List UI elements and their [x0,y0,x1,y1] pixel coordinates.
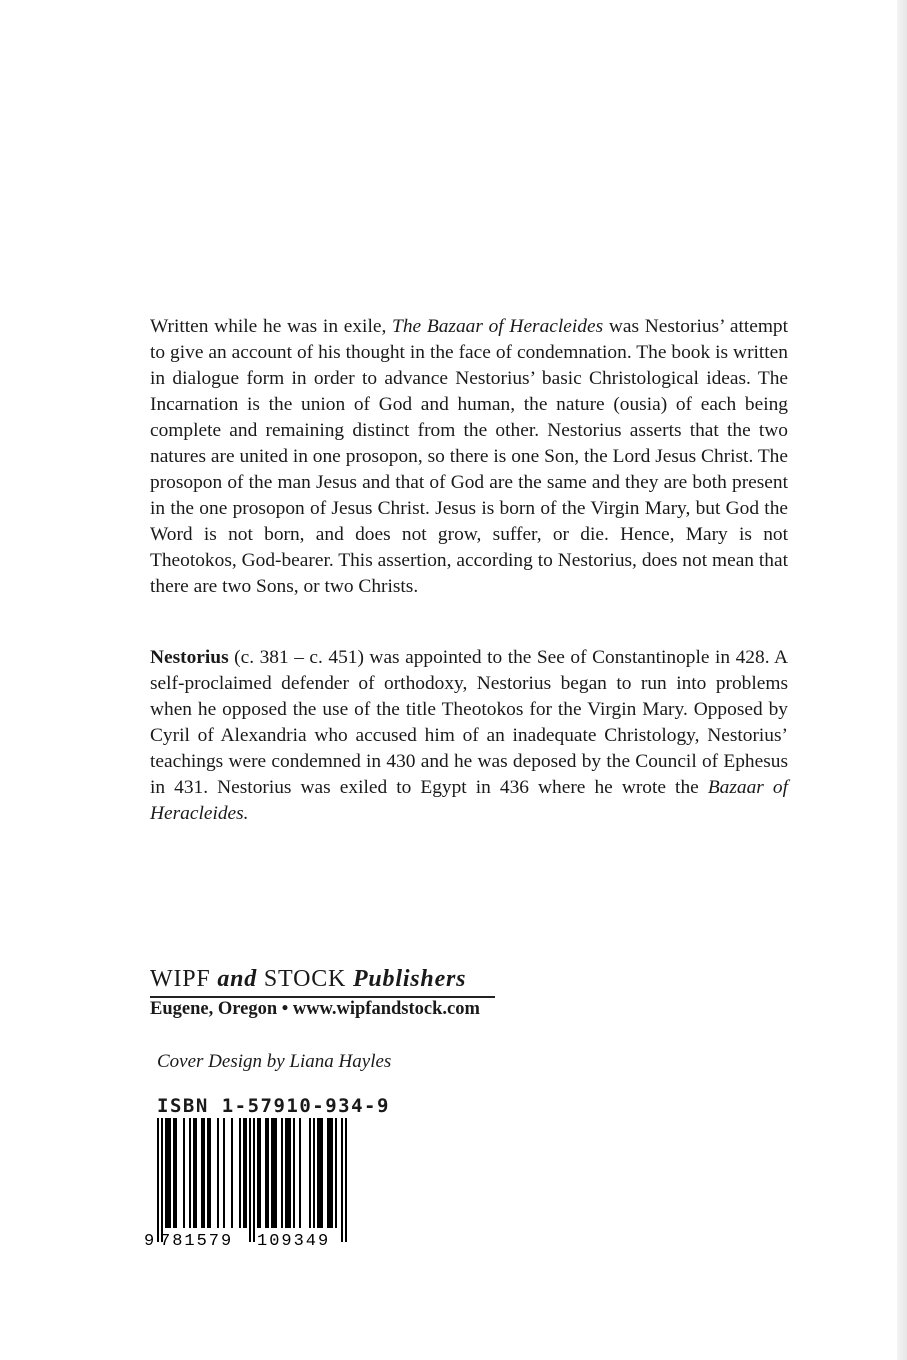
cover-design-credit: Cover Design by Liana Hayles [157,1051,392,1072]
barcode-bar [259,1118,261,1228]
barcode-bar [275,1118,277,1228]
barcode-bar [319,1118,321,1228]
book-description [150,314,788,600]
barcode-bar [217,1118,219,1228]
barcode-bars [157,1118,347,1242]
barcode-bar [245,1118,247,1228]
barcode-bar [167,1118,169,1228]
isbn-label: ISBN 1-57910-934-9 [157,1095,390,1117]
barcode-bar [243,1118,245,1228]
barcode-bar [327,1118,329,1228]
barcode-bar [329,1118,331,1228]
barcode-bar [287,1118,289,1228]
barcode-bar [299,1118,301,1228]
blurb-body: was Nestorius’ attempt to give an account of his thought in the face of condemnation. The book is written in dialogue form in order to advance Nestorius’ basic Christological ideas. The Incarnation is the union of God and human, the nature (ousia) of each being complete and remaining distinct from the other. Nestorius asserts that the two natures are united in one prosopon, so there is one Son, the Lord Jesus Christ. The prosopon of the man Jesus and that of God are the same and they are both present in the one prosopon of Jesus Christ. Jesus is born of the Virgin Mary, but God the Word is not born, and does not grow, suffer, or die. Hence, Mary is not Theotokos, God-bearer. This assertion, according to Nestorius, does not mean that there are two Sons, or two Christs. [150,316,788,597]
barcode-bar [157,1118,159,1242]
blurb-book-title: The Bazaar of Heracleides [392,316,604,337]
barcode-bar [207,1118,209,1228]
barcode-bar [313,1118,315,1228]
barcode-bar [321,1118,323,1228]
page-edge-shadow [897,0,907,1360]
barcode-bar [293,1118,295,1228]
barcode-bar [281,1118,283,1228]
barcode-bar [253,1118,255,1242]
barcode-bar [289,1118,291,1228]
bio-body: (c. 381 – c. 451) was appointed to the See of Constantinople in 428. A self-proclaimed defender of orthodoxy, Nestorius began to run into problems when he opposed the use of the title Theotokos for the Virgin Mary. Opposed by Cyril of Alexandria who accused him of an inadequate Christology, Nestorius’ teachings were condemned in 430 and he was deposed by the Council of Ephesus in 431. Nestorius was exiled to Egypt in 436 where he wrote the [150,647,788,798]
publisher-name-wipf: WIPF [150,966,218,992]
barcode-digits-left: 781579 [160,1232,234,1246]
publisher-address: Eugene, Oregon • www.wipfandstock.com [150,999,480,1019]
barcode-bar [257,1118,259,1228]
barcode-bar [189,1118,191,1228]
barcode-bar [335,1118,337,1228]
barcode-bar [265,1118,267,1228]
publisher-name [150,965,466,993]
barcode-bar [231,1118,233,1228]
barcode-bar [175,1118,177,1228]
barcode-bar [341,1118,343,1242]
barcode-bar [195,1118,197,1228]
barcode-bar [317,1118,319,1228]
blurb-intro: Written while he was in exile, [150,316,393,337]
barcode-bar [267,1118,269,1228]
bio-book-title: Bazaar of Heracleides. [150,777,788,824]
barcode-bar [203,1118,205,1228]
barcode-bar [169,1118,171,1228]
barcode-bar [223,1118,225,1228]
barcode-bar [165,1118,167,1228]
barcode-bar [271,1118,273,1228]
publisher-name-stock: STOCK [257,966,353,992]
barcode-bar [173,1118,175,1228]
barcode-bar [201,1118,203,1228]
barcode-bar [239,1118,241,1228]
barcode-bar [345,1118,347,1242]
barcode-bar [309,1118,311,1228]
barcode-bar [161,1118,163,1242]
publisher-name-publishers: Publishers [352,966,467,992]
barcode-digit-first: 9 [144,1232,155,1246]
barcode-bar [331,1118,333,1228]
author-biography [150,645,788,827]
isbn-barcode [140,1118,350,1246]
barcode-bar [183,1118,185,1228]
barcode-bar [285,1118,287,1228]
barcode-bar [193,1118,195,1228]
barcode-digits-right: 109349 [257,1232,331,1246]
barcode-bar [249,1118,251,1242]
author-name: Nestorius [150,647,229,668]
barcode-bar [273,1118,275,1228]
publisher-name-and: and [217,966,258,992]
barcode-bar [209,1118,211,1228]
